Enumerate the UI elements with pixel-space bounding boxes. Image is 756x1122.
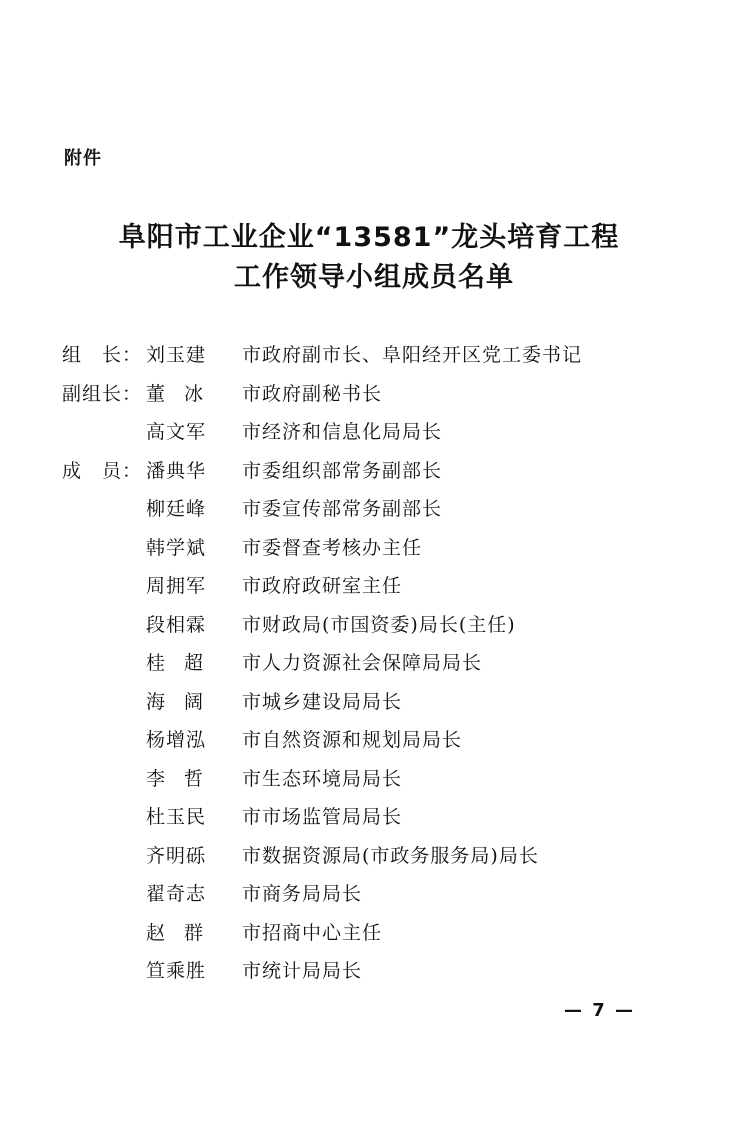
- member-row: [62, 877, 702, 916]
- member-name: 李哲: [146, 767, 223, 790]
- member-position: 市经济和信息化局局长: [242, 421, 443, 443]
- member-position: 市自然资源和规划局局长: [242, 729, 463, 751]
- member-row: [62, 608, 702, 647]
- member-row: [62, 839, 702, 878]
- member-row: [62, 415, 702, 454]
- member-position: 市委督查考核办主任: [242, 536, 423, 559]
- member-name: 高文军: [146, 421, 207, 443]
- member-name: 桂超: [146, 652, 223, 674]
- member-position: 市人力资源社会保障局局长: [242, 652, 483, 674]
- member-row: [62, 954, 702, 993]
- member-role: 副组长：: [62, 382, 143, 405]
- member-row: [62, 685, 702, 724]
- member-row: [62, 492, 702, 531]
- member-name: 周拥军: [146, 575, 207, 597]
- member-position: 市城乡建设局局长: [242, 690, 403, 713]
- member-position: 市委组织部常务副部长: [242, 459, 443, 482]
- member-list: [62, 338, 702, 993]
- member-name: 海阔: [146, 690, 223, 713]
- member-name: 韩学斌: [146, 536, 207, 559]
- member-role: 成 员：: [62, 459, 143, 482]
- title-line-1: 阜阳市工业企业“13581”龙头培育工程: [118, 222, 620, 253]
- member-row: [62, 569, 702, 608]
- member-name: 潘典华: [146, 459, 207, 482]
- page-number: — 7 —: [564, 1000, 636, 1021]
- member-row: [62, 723, 702, 762]
- member-row: [62, 762, 702, 801]
- member-name: 杨增泓: [146, 729, 207, 751]
- member-row: [62, 800, 702, 839]
- member-name: 柳廷峰: [146, 498, 207, 520]
- document-title: [0, 218, 756, 298]
- member-name: 笪乘胜: [146, 960, 207, 982]
- member-row: [62, 646, 702, 685]
- member-name: 赵群: [146, 921, 223, 944]
- member-position: 市统计局局长: [242, 960, 363, 982]
- member-position: 市政府副市长、阜阳经开区党工委书记: [242, 344, 583, 366]
- member-position: 市数据资源局(市政务服务局)局长: [242, 844, 539, 867]
- member-position: 市委宣传部常务副部长: [242, 498, 443, 520]
- member-role: 组 长：: [62, 344, 143, 366]
- member-row: [62, 338, 702, 377]
- attachment-label: 附件: [64, 148, 102, 169]
- member-position: 市政府副秘书长: [242, 382, 383, 405]
- member-row: [62, 916, 702, 955]
- member-name: 董冰: [146, 382, 223, 405]
- member-name: 齐明砾: [146, 844, 207, 867]
- member-position: 市招商中心主任: [242, 921, 383, 944]
- member-position: 市市场监管局局长: [242, 806, 403, 828]
- member-position: 市政府政研室主任: [242, 575, 403, 597]
- member-row: [62, 377, 702, 416]
- member-name: 杜玉民: [146, 806, 207, 828]
- member-row: [62, 531, 702, 570]
- member-row: [62, 454, 702, 493]
- member-name: 段相霖: [146, 613, 207, 636]
- member-name: 刘玉建: [146, 344, 207, 366]
- member-position: 市财政局(市国资委)局长(主任): [242, 613, 516, 636]
- member-position: 市生态环境局局长: [242, 767, 403, 790]
- member-position: 市商务局局长: [242, 883, 363, 905]
- member-name: 翟奇志: [146, 883, 207, 905]
- title-line-2: 工作领导小组成员名单: [234, 262, 514, 293]
